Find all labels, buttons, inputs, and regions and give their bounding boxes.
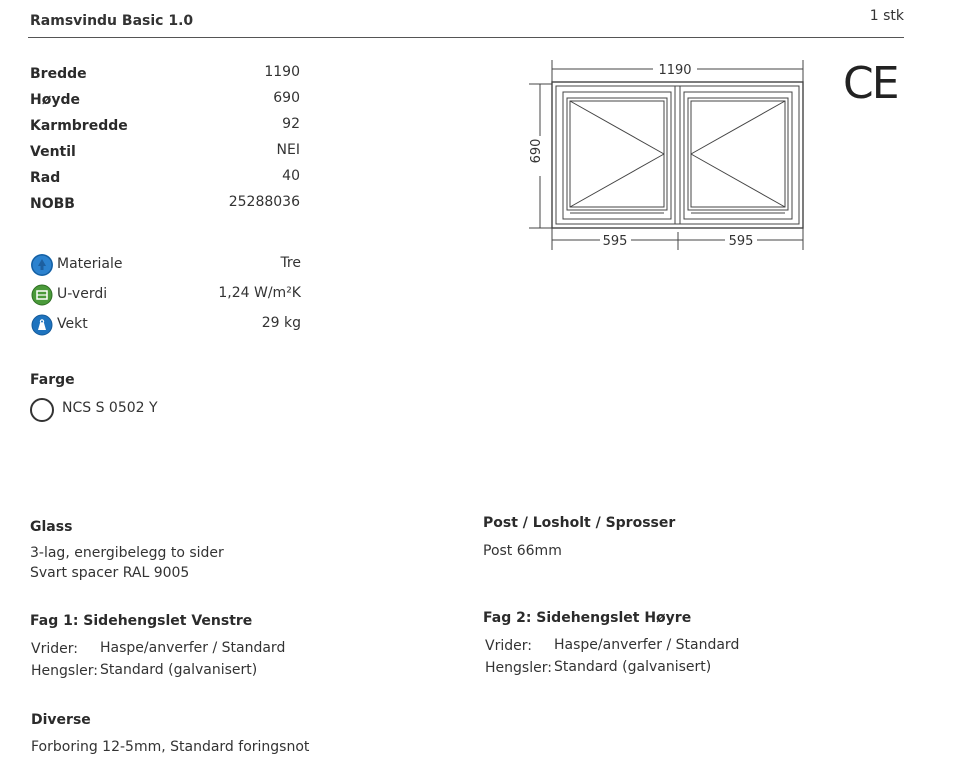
spec-value-rad: 40 [282,168,300,184]
fag2-hengsler-value: Standard (galvanisert) [554,659,712,675]
prop-label-u-verdi: U-verdi [57,286,108,302]
fag1-hengsler-label: Hengsler: [31,663,98,679]
ce-mark: CE [843,58,898,109]
spec-label-karmbredde: Karmbredde [30,118,128,134]
u-value-icon [31,284,53,306]
window-drawing [525,52,815,257]
weight-icon [31,314,53,336]
spec-label-hoyde: Høyde [30,92,80,108]
spec-value-nobb: 25288036 [228,194,300,210]
post-heading: Post / Losholt / Sprosser [483,515,676,531]
spec-label-ventil: Ventil [30,144,76,160]
product-title: Ramsvindu Basic 1.0 [30,13,194,29]
spec-value-ventil: NEI [276,142,300,158]
prop-value-materiale: Tre [280,255,301,271]
diverse-heading: Diverse [31,712,91,728]
diverse-text: Forboring 12-5mm, Standard foringsnot [31,739,310,755]
spec-label-bredde: Bredde [30,66,87,82]
dim-width-label: 1190 [658,63,692,78]
prop-value-u-verdi: 1,24 W/m²K [218,285,301,301]
fag2-vrider-label: Vrider: [485,638,532,654]
spec-label-nobb: NOBB [30,196,75,212]
glass-line-2: Svart spacer RAL 9005 [30,565,190,581]
fag2-vrider-value: Haspe/anverfer / Standard [554,637,740,653]
dim-pane-right-label: 595 [728,234,754,249]
fag1-vrider-value: Haspe/anverfer / Standard [100,640,286,656]
fag1-hengsler-value: Standard (galvanisert) [100,662,258,678]
spec-value-karmbredde: 92 [282,116,300,132]
prop-label-vekt: Vekt [57,316,88,332]
fag1-heading: Fag 1: Sidehengslet Venstre [30,613,253,629]
prop-label-materiale: Materiale [57,256,123,272]
post-text: Post 66mm [483,543,562,559]
fag1-vrider-label: Vrider: [31,641,78,657]
quantity-label: 1 stk [869,8,904,24]
prop-value-vekt: 29 kg [261,315,301,331]
color-heading: Farge [30,372,75,388]
spec-label-rad: Rad [30,170,61,186]
fag2-hengsler-label: Hengsler: [485,660,552,676]
dim-pane-left-label: 595 [602,234,628,249]
glass-line-1: 3-lag, energibelegg to sider [30,545,224,561]
tree-icon [31,254,53,276]
spec-value-bredde: 1190 [264,64,300,80]
dim-height-label: 690 [529,138,544,164]
fag2-heading: Fag 2: Sidehengslet Høyre [483,610,692,626]
header-divider [28,37,904,38]
color-value: NCS S 0502 Y [62,400,158,416]
glass-heading: Glass [30,519,73,535]
color-swatch-icon [30,398,54,422]
spec-value-hoyde: 690 [273,90,300,106]
